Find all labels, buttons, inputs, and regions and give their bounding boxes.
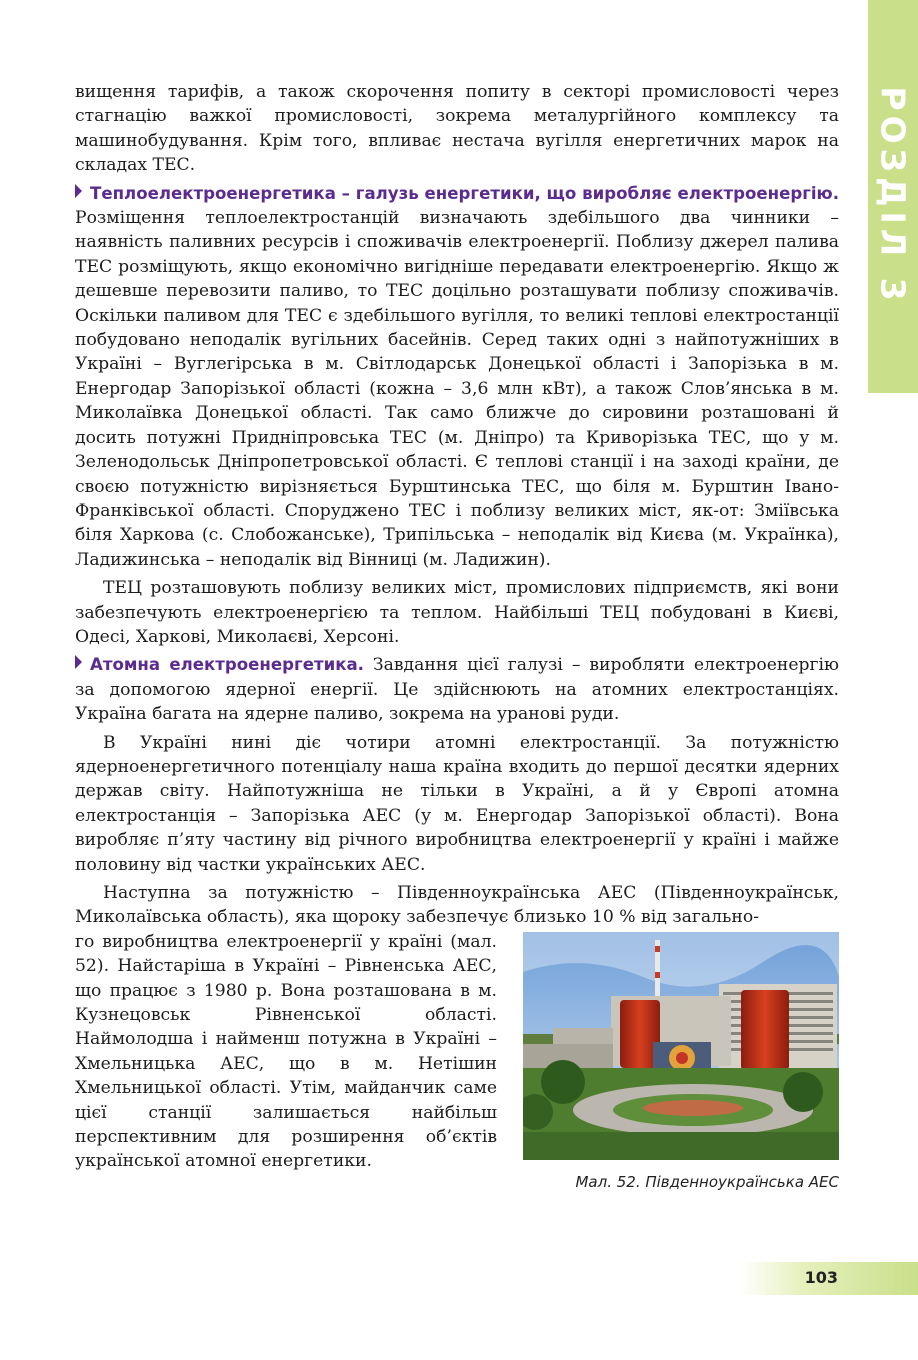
paragraph-tariffs: вищення тарифів, а також скорочення попиту в секторі промисловості через стагнацію важкої промисловості, зокрема металургійного комплексу та машинобудування. Крім того, впливає нестача вугілля енергетичних марок на складах ТЕС. [75,82,839,176]
npp-photo [523,932,839,1160]
thermal-power-text: Розміщення теплоелектростанцій визначають здебільшого два чинники – наявність паливних ресурсів і споживачів електроенергії. Поблизу джерел палива ТЕС розміщують, якщо економічно вигідніше передавати електроенергію. Якщо ж дешевше перевозити паливо, то ТЕС доцільно розташувати поблизу споживачів. Оскільки паливом для ТЕС є здебільшого вугілля, то великі теплові електростанції побудовано неподалік вугільних басейнів. Серед таких одні з найпотужніших в Україні – Вуглегірська в м. Світлодарськ Донецької області і Запорізька в м. Енергодар Запорізької області (кожна – 3,6 млн кВт), а також Слов’янська в м. Миколаївка Донецької області. Так само ближче до сировини розташовані й досить потужні Придніпровська ТЕС (м. Дніпро) та Криворізька ТЕС, що у м. Зеленодольськ Дніпропетровської області. Є теплові станції і на заході країни, де своєю потужністю вирізняється Бурштинська ТЕС, що біля м. Бурштин Івано-Франківської області. Споруджено ТЕС і поблизу великих міст, як-от: Зміївська біля Харкова (с. Слобожанське), Трипільська – неподалік від Києва (м. Українка), Ладижинська – неподалік від Вінниці (м. Ладижин). [75,208,839,570]
paragraph-nuclear-power [75,653,839,726]
page-number: 103 [804,1268,838,1287]
nuclear-power-text: Завдання цієї галузі – виробляти електроенергію за допомогою ядерної енергії. Це здійснюють на атомних електростанціях. Україна багата на ядерне паливо, зокрема на уранові руди. [75,655,840,725]
section-marker-icon [75,655,82,669]
paragraph-nuclear-plants: В Україні нині діє чотири атомні електростанції. За потужністю ядерноенергетичного потенціалу наша країна входить до першої десятки ядерних держав світу. Найпотужніша не тільки в Україні, а й у Європі атомна електростанція – Запорізька АЕС (у м. Енергодар Запорізької області). Вона виробляє п’яту частину від річного виробництва електроенергії у країні і майже половину від частки українських АЕС. [75,732,839,875]
figure-south-ukraine-npp [523,932,839,1194]
section-marker-icon [75,184,82,198]
paragraph-chp: ТЕЦ розташовують поблизу великих міст, промислових підприємств, які вони забезпечують електроенергією та теплом. Найбільші ТЕЦ побудовані в Києві, Одесі, Харкові, Миколаєві, Херсоні. [75,578,839,647]
paragraph-south-ukraine-continued: го виробництва електроенергії у країні (мал. 52). Найстаріша в Україні – Рівненська АЕС, що працює з 1980 р. Вона розташована в м. Кузнецовськ Рівненської області. Наймолодша і найменш потужна в Україні – Хмельницька АЕС, що в м. Нетішин Хмельницької області. Утім, майданчик саме цієї станції залишається найбільш перспективним для розширення об’єктів української атомної енергетики. [75,931,497,1172]
page-number-tab [740,1262,918,1295]
paragraph-south-ukraine-intro: Наступна за потужністю – Південноукраїнська АЕС (Південноукраїнськ, Миколаївська область), яка щороку забезпечує близько 10 % від загально- [75,883,839,928]
paragraph-thermal-power [75,182,839,573]
figure-caption: Мал. 52. Південноукраїнська АЕС [575,1172,839,1191]
page-content [75,80,839,1198]
section-label: РОЗДІЛ 3 [873,86,913,306]
term-thermal-power: Теплоелектроенергетика – галузь енергетики, що виробляє електроенергію. [90,183,839,203]
term-nuclear-power: Атомна електроенергетика. [90,655,364,675]
